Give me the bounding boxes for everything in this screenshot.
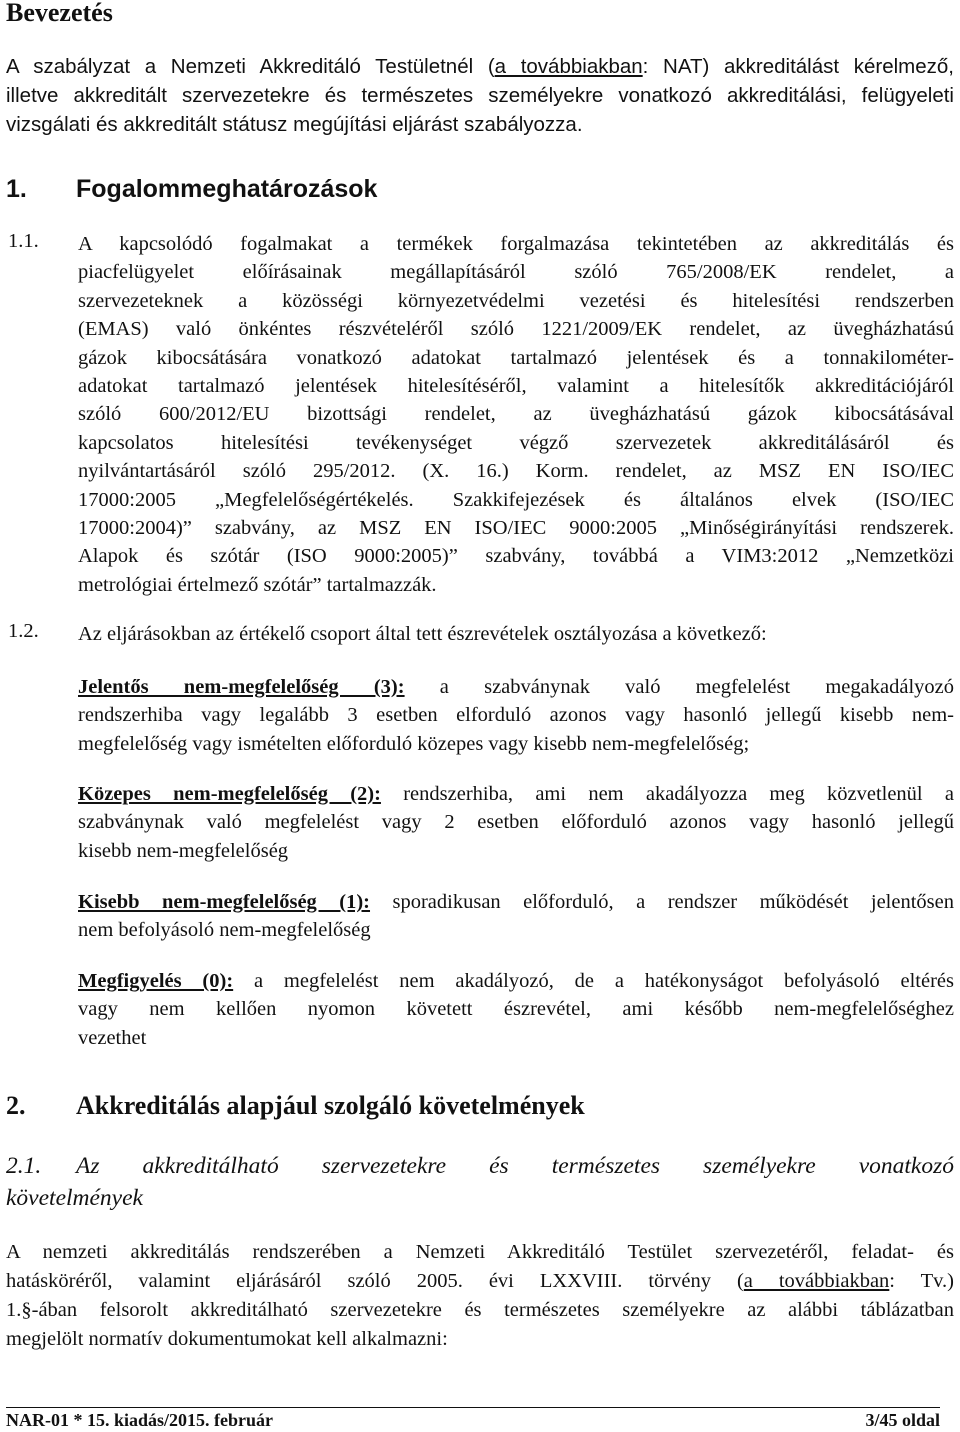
category-label: Kisebb nem-megfelelőség (1): bbox=[78, 891, 371, 913]
category-line: vagy nem kellően nyomon követett észrevétel, ami később nem-megfelelőséghez bbox=[78, 998, 954, 1021]
item-1-1-line: 17000:2004)” szabvány, az MSZ EN ISO/IEC 9000:2005 „Minőségirányítási rendszerek. bbox=[78, 517, 954, 540]
category-line: rendszerhiba vagy legalább 3 esetben elforduló azonos vagy hasonló jellegű kisebb nem- bbox=[78, 704, 954, 727]
item-1-1-line: kapcsolatos hitelesítési tevékenységet végző szervezetek akkreditálásáról és bbox=[78, 431, 954, 454]
item-1-1-line: nyilvántartásáról szóló 295/2012. (X. 16.) Korm. rendelet, az MSZ EN ISO/IEC bbox=[78, 460, 954, 483]
category-text: a megfelelést nem akadályozó, de a hatékonyságot befolyásoló eltérés bbox=[233, 970, 954, 992]
closing-line: A nemzeti akkreditálás rendszerében a Nemzeti Akkreditáló Testület szervezetéről, feladat- és bbox=[6, 1241, 954, 1263]
item-1-2-text bbox=[78, 620, 954, 648]
closing-line: 1.§-ában felsorolt akkreditálható szervezetekre és természetes személyekre az alábbi táblázatban bbox=[6, 1299, 954, 1321]
intro-line-3: vizsgálati és akkreditált státusz megújítási eljárást szabályozza. bbox=[6, 113, 583, 136]
closing-paragraph bbox=[6, 1238, 954, 1354]
section-2-1-heading bbox=[6, 1150, 954, 1214]
intro-underlined-term: a továbbiakban bbox=[494, 55, 643, 78]
item-1-2-line: Az eljárásokban az értékelő csoport által tett észrevételek osztályozása a következő: bbox=[78, 623, 767, 645]
category-text: rendszerhiba, ami nem akadályozza meg közvetlenül a bbox=[380, 783, 954, 805]
category-line: kisebb nem-megfelelőség bbox=[78, 839, 289, 862]
item-1-1-line: (EMAS) való önkéntes részvételéről szóló 1221/2009/EK rendelet, az üvegházhatású bbox=[78, 318, 954, 341]
category-label: Közepes nem-megfelelőség (2): bbox=[78, 783, 381, 805]
closing-text: hatásköréről, valamint eljárásáról szóló 2005. évi LXXVIII. törvény ( bbox=[6, 1270, 744, 1292]
category-line: vezethet bbox=[78, 1026, 147, 1049]
category-label: Jelentős nem-megfelelőség (3): bbox=[78, 676, 405, 698]
section-number: 2. bbox=[6, 1091, 26, 1120]
item-1-1-line: Alapok és szótár (ISO 9000:2005)” szabvány, továbbá a VIM3:2012 „Nemzetközi bbox=[78, 545, 954, 568]
section-title: Az akkreditálható szervezetekre és természetes személyekre vonatkozó bbox=[76, 1153, 954, 1179]
closing-text: : Tv.) bbox=[889, 1270, 954, 1292]
intro-text: A szabályzat a Nemzeti Akkreditáló Testületnél ( bbox=[6, 55, 495, 78]
section-title: Fogalommeghatározások bbox=[76, 175, 378, 203]
category-text: sporadikusan előforduló, a rendszer működését jelentősen bbox=[370, 891, 954, 913]
intro-line-2: illetve akkreditált szervezetekre és természetes személyekre vonatkozó akkreditálási, felügyeleti bbox=[6, 84, 954, 107]
closing-underlined-term: a továbbiakban bbox=[743, 1270, 890, 1292]
category-minor bbox=[78, 888, 954, 945]
footer-document-id: NAR-01 * 15. kiadás/2015. február bbox=[6, 1410, 274, 1430]
closing-line: megjelölt normatív dokumentumokat kell alkalmazni: bbox=[6, 1328, 448, 1350]
item-1-1-text bbox=[78, 230, 954, 599]
category-label: Megfigyelés (0): bbox=[78, 970, 234, 992]
item-1-1-line: szervezeteknek a közösségi környezetvédelmi vezetési és hitelesítési rendszerben bbox=[78, 289, 954, 312]
category-line: szabványnak való megfelelést vagy 2 esetben előforduló azonos vagy hasonló jellegű bbox=[78, 811, 954, 834]
section-number: 1. bbox=[6, 175, 27, 203]
item-1-1-line: 17000:2005 „Megfelelőségértékelés. Szakkifejezések és általános elvek (ISO/IEC bbox=[78, 488, 954, 511]
section-title-cont: követelmények bbox=[6, 1185, 143, 1211]
category-major bbox=[78, 673, 954, 758]
intro-line-1 bbox=[6, 52, 954, 81]
section-number: 2.1. bbox=[6, 1153, 42, 1179]
category-observation bbox=[78, 967, 954, 1052]
page-footer bbox=[6, 1410, 940, 1431]
item-1-1-line: metrológiai értelmező szótár” tartalmazzák. bbox=[78, 573, 437, 596]
intro-paragraph bbox=[6, 52, 954, 139]
item-1-1-line: A kapcsolódó fogalmakat a termékek forgalmazása tekintetében az akkreditálás és bbox=[78, 233, 954, 255]
section-1-heading bbox=[6, 175, 377, 204]
category-line: megfelelőség vagy ismételten előforduló közepes vagy kisebb nem-megfelelőség; bbox=[78, 732, 750, 755]
category-line: nem befolyásoló nem-megfelelőség bbox=[78, 919, 371, 942]
item-1-1-line: gázok kibocsátására vonatkozó adatokat tartalmazó jelentések és a tonnakilométer- bbox=[78, 346, 954, 369]
footer-page-number: 3/45 oldal bbox=[865, 1410, 940, 1430]
section-2-heading bbox=[6, 1091, 585, 1121]
page-title: Bevezetés bbox=[6, 0, 113, 27]
section-title: Akkreditálás alapjául szolgáló követelmények bbox=[76, 1091, 585, 1120]
item-1-1-line: szóló 600/2012/EU bizottsági rendelet, az üvegházhatású gázok kibocsátásával bbox=[78, 403, 954, 426]
intro-text: : NAT) akkreditálást kérelmező, bbox=[642, 55, 954, 78]
footer-divider bbox=[6, 1407, 940, 1408]
category-medium bbox=[78, 780, 954, 865]
item-1-1-line: piacfelügyelet előírásainak megállapításáról szóló 765/2008/EK rendelet, a bbox=[78, 261, 954, 284]
item-number: 1.1. bbox=[8, 230, 39, 252]
category-text: a szabványnak való megfelelést megakadályozó bbox=[404, 676, 955, 698]
item-number: 1.2. bbox=[8, 620, 39, 642]
item-1-1-line: adatokat tartalmazó jelentések hitelesítéséről, valamint a hitelesítők akkreditációjáról bbox=[78, 375, 954, 398]
